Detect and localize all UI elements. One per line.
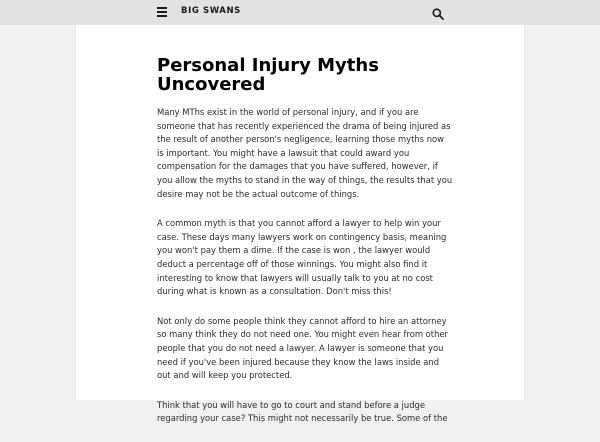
article-title: Personal Injury Myths Uncovered xyxy=(157,55,379,95)
search-icon[interactable] xyxy=(432,5,444,17)
article-paragraph: Not only do some people think they cannot afford to hire an attorney so many think they do not need one. You might even hear from other people that you do not need a lawyer. A lawyer is someone that you need if you've been injured because they know the laws inside and out and will keep you protected. xyxy=(157,315,448,381)
article-paragraph: A common myth is that you cannot afford a lawyer to help win your case. These days many lawyers work on contingency basis, meaning you won't pay them a dime. If the case is won , the lawyer would deduct a percentage off of those winnings. You might also find it interesting to know that lawyers will usually talk to you at no cost during what is known as a consultation. Don't miss this! xyxy=(157,218,447,297)
article-paragraph: Many MThs exist in the world of personal injury, and if you are someone that has recently experienced the drama of being injured as the result of another person's negligence, learning those myths now is important. You might have a lawsuit that could award you compensation for the damages that you have suffered, however, if you allow the myths to stand in the way of things, the results that you desire may not be the actual outcome of things. xyxy=(157,107,453,199)
top-navigation-bar xyxy=(0,0,600,25)
hamburger-menu-icon[interactable] xyxy=(157,7,167,17)
article xyxy=(157,56,453,442)
site-title[interactable]: BIG SWANS xyxy=(181,6,241,16)
main-content-area xyxy=(75,25,525,424)
article-paragraph: Think that you will have to go to court and stand before a judge regarding your case? This might not necessarily be true. Some of the xyxy=(157,399,448,424)
